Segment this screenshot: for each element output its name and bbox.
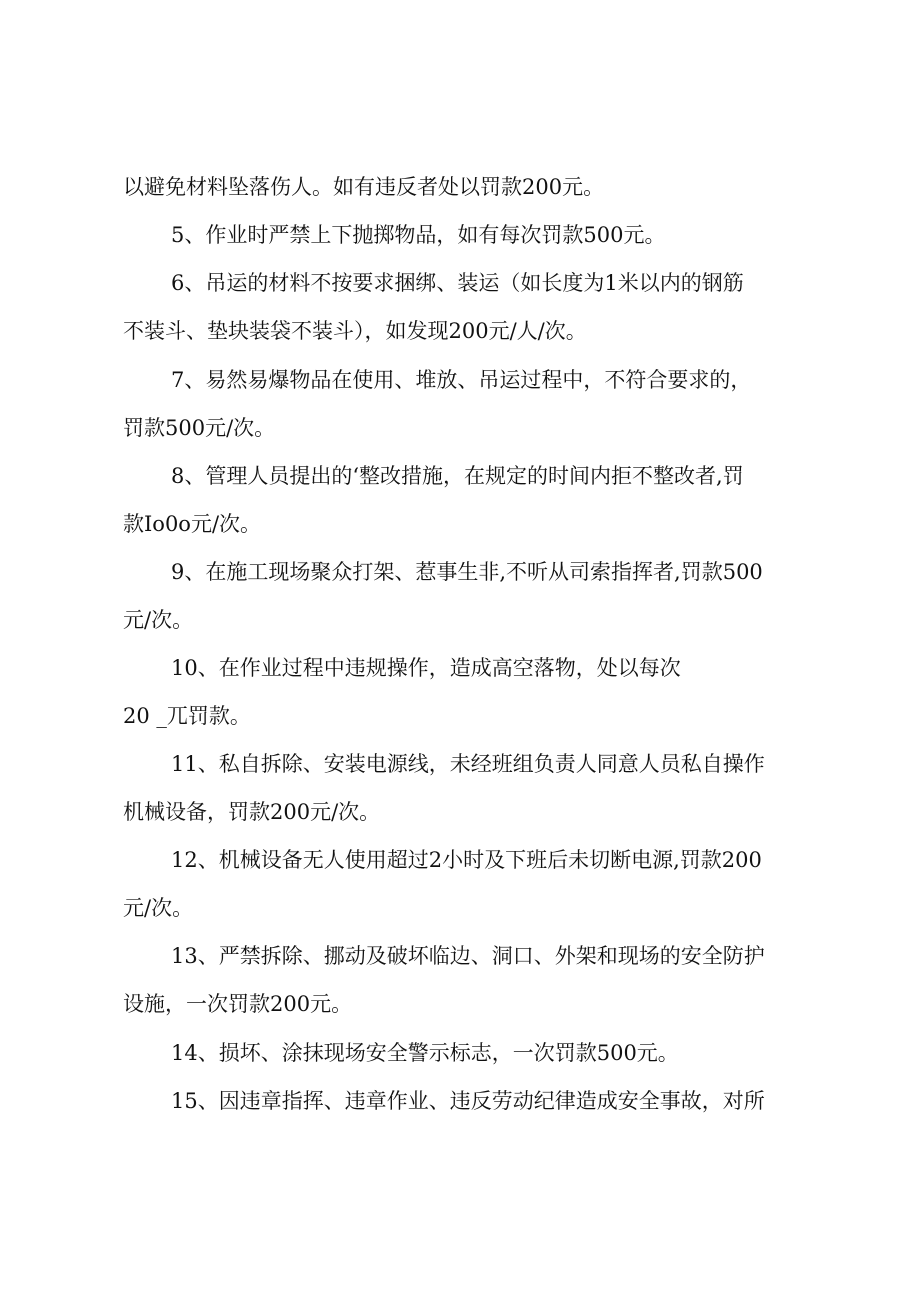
text-line-19: 14、损坏、涂抹现场安全警示标志，一次罚款500元。 xyxy=(171,1041,679,1065)
text-line-15: 12、机械设备无人使用超过2小时及下班后未切断电源,罚款200 xyxy=(171,848,762,872)
text-line-1: 以避免材料坠落伤人。如有违反者处以罚款200元。 xyxy=(123,175,605,199)
text-line-2: 5、作业时严禁上下抛掷物品，如有每次罚款500元。 xyxy=(171,223,666,247)
text-line-12: 20 _兀罚款。 xyxy=(123,704,251,728)
text-line-3: 6、吊运的材料不按要求捆绑、装运（如长度为1米以内的钢筋 xyxy=(171,271,744,295)
text-line-13: 11、私自拆除、安装电源线，未经班组负责人同意人员私自操作 xyxy=(171,752,765,776)
text-line-9: 9、在施工现场聚众打架、惹事生非,不听从司索指挥者,罚款500 xyxy=(171,560,763,584)
text-line-6: 罚款500元/次。 xyxy=(123,416,276,440)
text-line-10: 元/次。 xyxy=(123,608,194,632)
text-line-17: 13、严禁拆除、挪动及破坏临边、洞口、外架和现场的安全防护 xyxy=(171,944,765,968)
text-line-4: 不装斗、垫块装袋不装斗），如发现200元/人/次。 xyxy=(123,319,587,343)
text-line-18: 设施，一次罚款200元。 xyxy=(123,992,353,1016)
text-line-5: 7、易然易爆物品在使用、堆放、吊运过程中，不符合要求的， xyxy=(171,368,752,392)
text-line-11: 10、在作业过程中违规操作，造成高空落物，处以每次 xyxy=(171,656,681,680)
text-line-14: 机械设备，罚款200元/次。 xyxy=(123,800,381,824)
text-line-20: 15、因违章指挥、违章作业、违反劳动纪律造成安全事故，对所 xyxy=(171,1089,765,1113)
text-line-7: 8、管理人员提出的‘整改措施，在规定的时间内拒不整改者,罚 xyxy=(171,464,744,488)
text-line-16: 元/次。 xyxy=(123,896,194,920)
text-line-8: 款Io0o元/次。 xyxy=(123,512,262,536)
